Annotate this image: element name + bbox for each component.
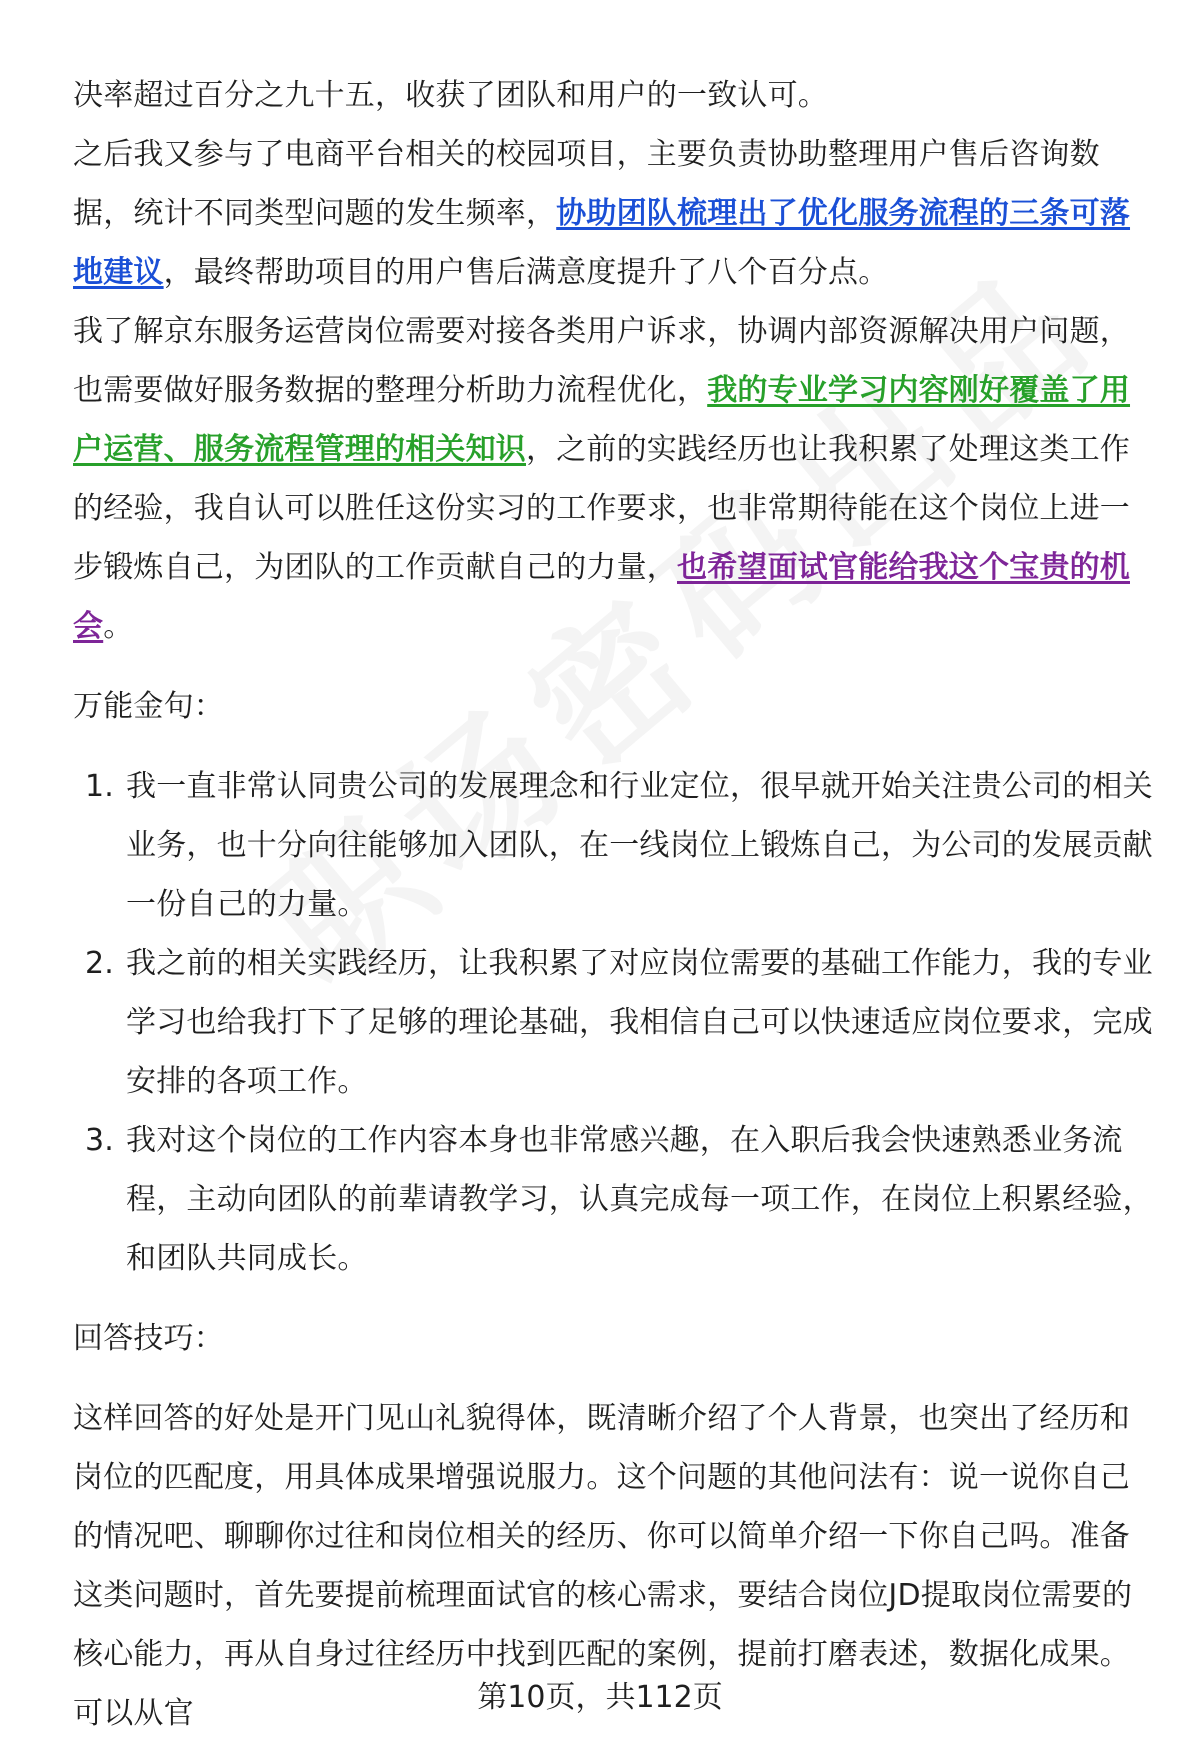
highlight-blue-text: 协助团队梳理出了优化服务流程的三条可落地建议 bbox=[73, 196, 1131, 290]
list-item bbox=[73, 1111, 1153, 1288]
list-item bbox=[73, 757, 1153, 934]
spacer bbox=[73, 1368, 1153, 1389]
answer-tips-paragraph: 这样回答的好处是开门见山礼貌得体，既清晰介绍了个人背景，也突出了经历和岗位的匹配度，用具体成果增强说服力。这个问题的其他问法有：说一说你自己的情况吧、聊聊你过往和岗位相关的经历、你可以简单介绍一下你自己吗。准备这类问题时，首先要提前梳理面试官的核心需求，要结合岗位JD提取岗位需要的核心能力，再从自身过往经历中找到匹配的案例，提前打磨表述，数据化成果。可以从官 bbox=[73, 1401, 1133, 1731]
highlight-green-text: 我的专业学习内容刚好覆盖了用户运营、服务流程管理的相关知识 bbox=[73, 373, 1131, 467]
answer-tips-heading: 回答技巧： bbox=[73, 1321, 224, 1356]
paragraph-text: 我了解京东服务运营岗位需要对接各类用户诉求，协调内部资源解决用户问题，也需要做好服务数据的整理分析助力流程优化， bbox=[73, 314, 1130, 408]
paragraph-ecommerce-project bbox=[73, 125, 1153, 302]
paragraph-text: 决率超过百分之九十五，收获了团队和用户的一致认可。 bbox=[73, 78, 828, 113]
list-number: 2. bbox=[85, 946, 115, 981]
list-item-text: 我一直非常认同贵公司的发展理念和行业定位，很早就开始关注贵公司的相关业务，也十分向往能够加入团队，在一线岗位上锻炼自己，为公司的发展贡献一份自己的力量。 bbox=[126, 769, 1153, 922]
page-number-footer: 第10页，共112页 bbox=[477, 1680, 723, 1715]
list-number: 1. bbox=[85, 769, 115, 804]
paragraph-result bbox=[73, 66, 1153, 125]
golden-sentences-heading: 万能金句： bbox=[73, 689, 224, 724]
paragraph-text: ，之前的实践经历也让我积累了处理这类工作的经验，我自认可以胜任这份实习的工作要求，也非常期待能在这个岗位上进一步锻炼自己，为团队的工作贡献自己的力量， bbox=[73, 432, 1130, 585]
list-number: 3. bbox=[85, 1123, 115, 1158]
paragraph-text: ，最终帮助项目的用户售后满意度提升了八个百分点。 bbox=[163, 255, 889, 290]
paragraph-text: 。 bbox=[103, 609, 134, 644]
golden-sentences-list bbox=[73, 757, 1153, 1288]
list-item-text: 我之前的相关实践经历，让我积累了对应岗位需要的基础工作能力，我的专业学习也给我打下了足够的理论基础，我相信自己可以快速适应岗位要求，完成安排的各项工作。 bbox=[126, 946, 1153, 1099]
paragraph-role-fit bbox=[73, 302, 1153, 656]
list-item-text: 我对这个岗位的工作内容本身也非常感兴趣，在入职后我会快速熟悉业务流程，主动向团队的前辈请教学习，认真完成每一项工作，在岗位上积累经验，和团队共同成长。 bbox=[126, 1123, 1153, 1276]
highlight-purple-text: 也希望面试官能给我这个宝贵的机会 bbox=[73, 550, 1130, 644]
paragraph-text: 之后我又参与了电商平台相关的校园项目，主要负责协助整理用户售后咨询数据，统计不同类型问题的发生频率， bbox=[73, 137, 1100, 231]
spacer bbox=[73, 736, 1153, 757]
page-content bbox=[73, 66, 1153, 1743]
list-item bbox=[73, 934, 1153, 1111]
